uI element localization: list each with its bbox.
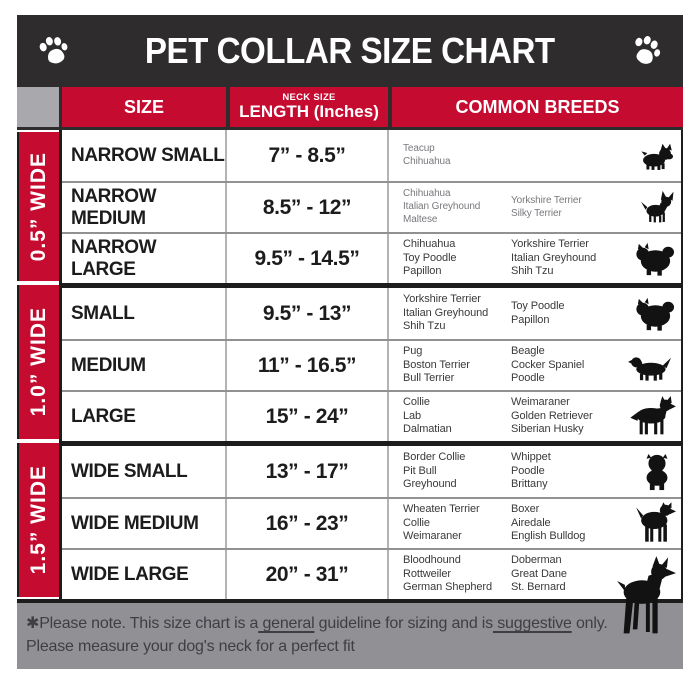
breed: English Bulldog bbox=[511, 530, 586, 543]
breed: Poodle bbox=[511, 464, 545, 477]
breed: Italian Greyhound bbox=[403, 306, 489, 319]
breed: Collie bbox=[403, 395, 430, 408]
width-label-0-5 bbox=[17, 132, 59, 281]
header-neck-length bbox=[230, 87, 388, 127]
width-label-1-5 bbox=[17, 443, 59, 597]
breed: Yorkshire Terrier bbox=[511, 194, 582, 206]
neck-range: 16” - 23” bbox=[227, 499, 389, 548]
width-label-text: 0.5” WIDE bbox=[27, 151, 50, 262]
breeds-cell bbox=[389, 130, 681, 181]
breeds-cell bbox=[389, 288, 681, 339]
breed: Toy Poodle bbox=[403, 251, 457, 264]
breeds-cell bbox=[389, 446, 681, 497]
breed: Airedale bbox=[511, 516, 551, 529]
neck-range: 7” - 8.5” bbox=[227, 130, 389, 181]
breed: Chihuahua bbox=[403, 237, 456, 250]
size-name: NARROW LARGE bbox=[62, 234, 227, 283]
breed: Poodle bbox=[511, 372, 545, 385]
breed: Shih Tzu bbox=[511, 265, 554, 278]
size-name: MEDIUM bbox=[62, 341, 227, 390]
breed: Yorkshire Terrier bbox=[511, 237, 589, 250]
footer-text: ✱Please note. This size chart is a bbox=[26, 615, 259, 632]
breeds-cell bbox=[389, 550, 681, 599]
breeds-column-1 bbox=[403, 503, 511, 545]
breed: Papillon bbox=[511, 313, 550, 326]
husky-icon bbox=[624, 395, 676, 439]
breed: Weimaraner bbox=[403, 530, 462, 543]
table-row bbox=[62, 446, 681, 497]
paw-icon bbox=[629, 35, 663, 67]
breed: Boston Terrier bbox=[403, 358, 470, 371]
page-title: PET COLLAR SIZE CHART bbox=[145, 30, 555, 71]
footer-text: guideline for sizing and is bbox=[314, 615, 493, 632]
breeds-column-1 bbox=[403, 554, 511, 596]
title-bar bbox=[17, 15, 683, 87]
breeds-cell bbox=[389, 183, 681, 232]
breed: Chihuahua bbox=[403, 188, 451, 200]
breed: Weimaraner bbox=[511, 395, 570, 408]
dachshund-icon bbox=[624, 350, 676, 382]
breed: Boxer bbox=[511, 502, 540, 515]
breed: Lab bbox=[403, 409, 422, 422]
breeds-cell bbox=[389, 392, 681, 441]
breed: Great Dane bbox=[511, 567, 567, 580]
breeds-cell bbox=[389, 499, 681, 548]
group-rows bbox=[59, 441, 683, 599]
breeds-cell bbox=[389, 341, 681, 390]
breed: Maltese bbox=[403, 213, 438, 225]
header-corner-cell bbox=[17, 87, 59, 127]
breeds-column-1 bbox=[403, 188, 511, 226]
breed: Italian Greyhound bbox=[403, 201, 481, 213]
breeds-column-1 bbox=[403, 143, 511, 168]
breed: Silky Terrier bbox=[511, 207, 562, 219]
group-rows bbox=[59, 130, 683, 283]
footer-underlined-suggestive: suggestive bbox=[492, 615, 572, 632]
footer-note bbox=[17, 603, 683, 669]
table-header bbox=[17, 87, 683, 130]
size-name: LARGE bbox=[62, 392, 227, 441]
breed: Pit Bull bbox=[403, 464, 437, 477]
size-name: NARROW MEDIUM bbox=[62, 183, 227, 232]
doberman-icon bbox=[604, 550, 676, 644]
table-row bbox=[62, 339, 681, 390]
neck-range: 13” - 17” bbox=[227, 446, 389, 497]
table-row bbox=[62, 497, 681, 548]
breeds-column-1 bbox=[403, 451, 511, 493]
pomeranian-icon bbox=[632, 296, 676, 332]
header-neck-size-label: NECK SIZE bbox=[282, 92, 336, 104]
breed: Bull Terrier bbox=[403, 372, 455, 385]
breed: German Shepherd bbox=[403, 581, 492, 594]
breed: Toy Poodle bbox=[511, 299, 565, 312]
breeds-column-1 bbox=[403, 293, 511, 335]
yorkie-icon bbox=[638, 141, 676, 171]
breeds-cell bbox=[389, 234, 681, 283]
width-group-1-5 bbox=[17, 441, 683, 599]
breed: Rottweiler bbox=[403, 567, 451, 580]
neck-range: 9.5” - 14.5” bbox=[227, 234, 389, 283]
breeds-column-1 bbox=[403, 396, 511, 438]
breed: Bloodhound bbox=[403, 553, 461, 566]
chart-content bbox=[17, 15, 683, 669]
breed: Yorkshire Terrier bbox=[403, 292, 481, 305]
breeds-column-1 bbox=[403, 238, 511, 280]
breed: Italian Greyhound bbox=[511, 251, 597, 264]
footer-line1 bbox=[26, 615, 608, 632]
breed: Chihuahua bbox=[403, 155, 451, 167]
breed: Teacup bbox=[403, 142, 435, 154]
width-label-1-0 bbox=[17, 285, 59, 439]
size-name: NARROW SMALL bbox=[62, 130, 227, 181]
header-common-breeds: COMMON BREEDS bbox=[392, 87, 683, 127]
breed: Collie bbox=[403, 516, 430, 529]
breed: Greyhound bbox=[403, 478, 457, 491]
header-length-label: LENGTH (Inches) bbox=[239, 102, 379, 122]
breed: Dalmatian bbox=[403, 423, 452, 436]
pomeranian-icon bbox=[632, 241, 676, 277]
table-row bbox=[62, 390, 681, 441]
size-name: SMALL bbox=[62, 288, 227, 339]
breed: Cocker Spaniel bbox=[511, 358, 585, 371]
breed: Border Collie bbox=[403, 450, 466, 463]
breed: Golden Retriever bbox=[511, 409, 593, 422]
table-row bbox=[62, 548, 681, 599]
neck-range: 8.5” - 12” bbox=[227, 183, 389, 232]
width-group-0-5 bbox=[17, 130, 683, 283]
footer-underlined-general: general bbox=[258, 615, 315, 632]
footer-text: only. bbox=[571, 615, 608, 632]
paw-icon bbox=[37, 35, 71, 67]
breed: St. Bernard bbox=[511, 581, 566, 594]
neck-range: 15” - 24” bbox=[227, 392, 389, 441]
size-name: WIDE SMALL bbox=[62, 446, 227, 497]
neck-range: 20” - 31” bbox=[227, 550, 389, 599]
width-label-text: 1.0” WIDE bbox=[27, 307, 50, 417]
table-row bbox=[62, 288, 681, 339]
breed: Shih Tzu bbox=[403, 320, 446, 333]
neck-range: 9.5” - 13” bbox=[227, 288, 389, 339]
table-row bbox=[62, 232, 681, 283]
breed: Wheaten Terrier bbox=[403, 502, 480, 515]
breed: Beagle bbox=[511, 344, 545, 357]
size-name: WIDE LARGE bbox=[62, 550, 227, 599]
breed: Brittany bbox=[511, 478, 548, 491]
pitbull-icon bbox=[628, 500, 676, 548]
width-group-1-0 bbox=[17, 283, 683, 441]
breeds-column-1 bbox=[403, 345, 511, 387]
breed: Whippet bbox=[511, 450, 551, 463]
table-row bbox=[62, 130, 681, 181]
table-row bbox=[62, 181, 681, 232]
width-label-text: 1.5” WIDE bbox=[27, 465, 50, 575]
breed: Papillon bbox=[403, 265, 442, 278]
footer-line2: Please measure your dog's neck for a perfect fit bbox=[26, 638, 355, 656]
breed: Siberian Husky bbox=[511, 423, 584, 436]
bulldog-icon bbox=[638, 451, 676, 493]
size-name: WIDE MEDIUM bbox=[62, 499, 227, 548]
size-table bbox=[17, 130, 683, 603]
group-rows bbox=[59, 283, 683, 441]
chihuahua-icon bbox=[634, 190, 676, 226]
breed: Pug bbox=[403, 344, 423, 357]
header-size: SIZE bbox=[62, 87, 226, 127]
neck-range: 11” - 16.5” bbox=[227, 341, 389, 390]
breed: Doberman bbox=[511, 553, 562, 566]
